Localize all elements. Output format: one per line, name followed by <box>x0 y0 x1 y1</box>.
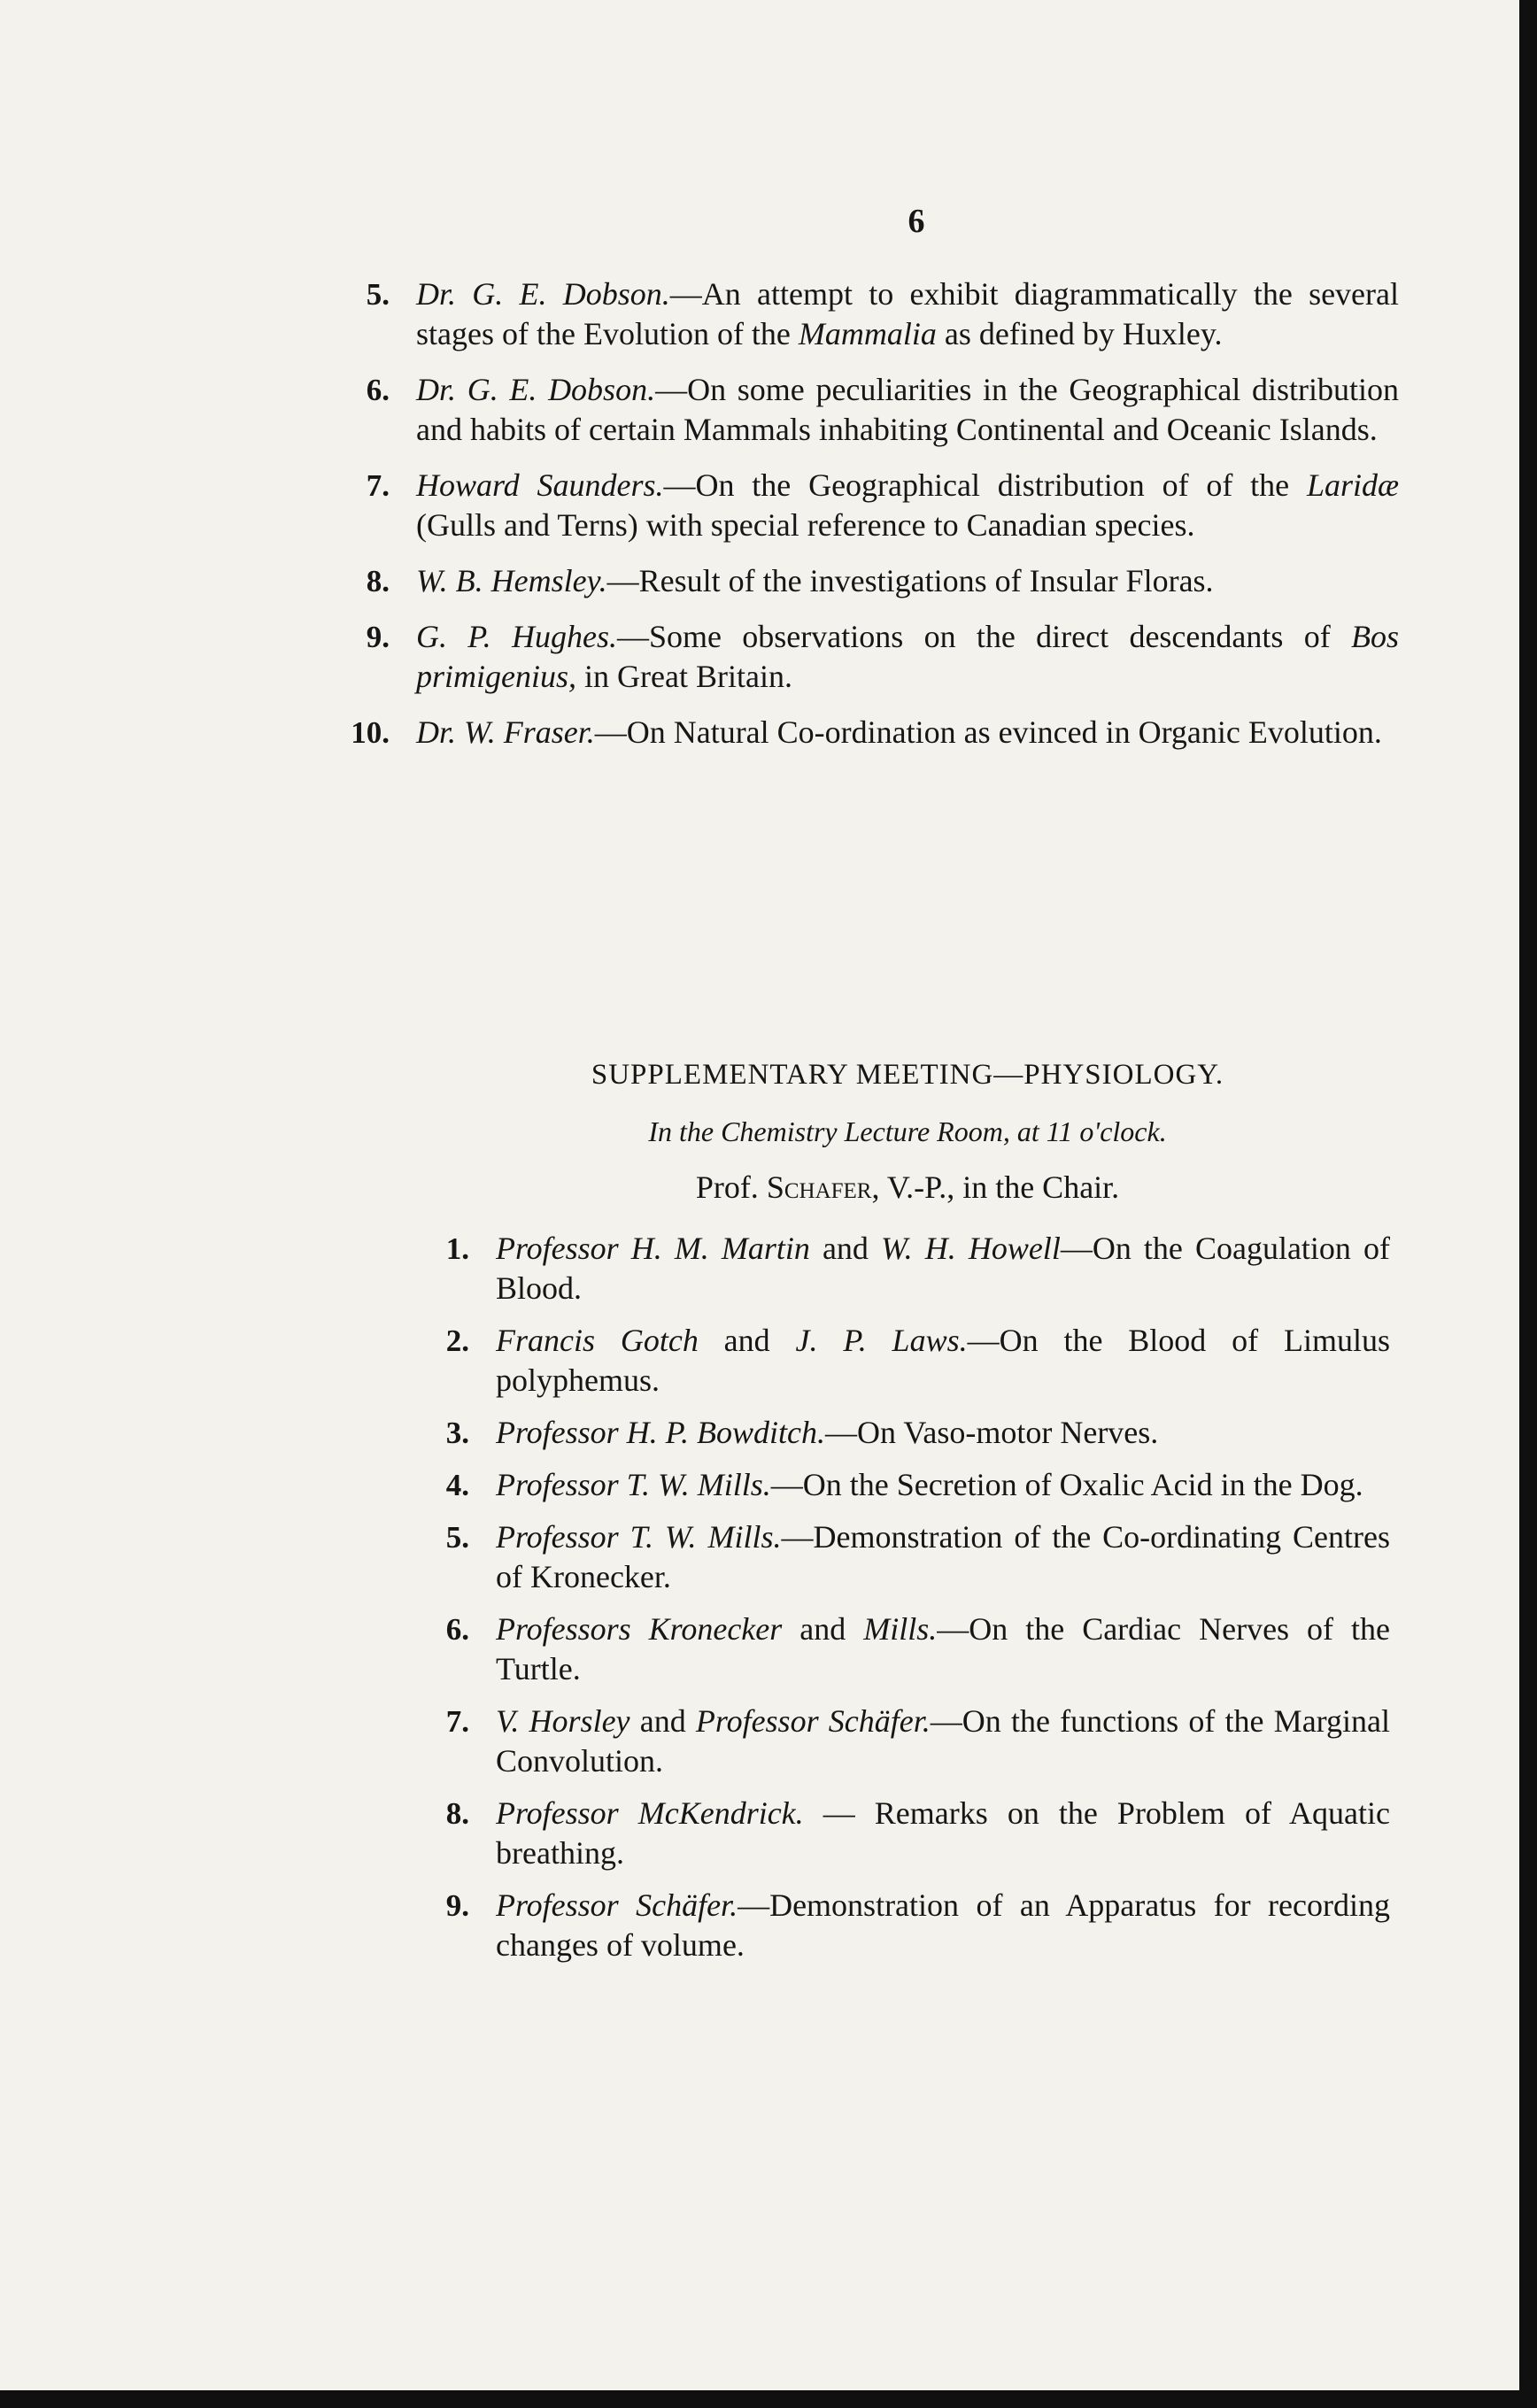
item-number: 7. <box>445 1704 469 1739</box>
list-item <box>445 1702 1390 1781</box>
list-item <box>445 1229 1390 1308</box>
list-item <box>445 1609 1390 1689</box>
item-author: Professor H. M. Martin <box>496 1231 810 1266</box>
list-item <box>445 1321 1390 1401</box>
item-conjunction: and <box>782 1611 864 1647</box>
item-author: V. Horsley <box>496 1703 630 1739</box>
item-author: Professors Kronecker <box>496 1611 783 1647</box>
list-item <box>445 1886 1390 1965</box>
item-number: 6. <box>445 1612 469 1647</box>
item-title-italic: Bos primigenius, <box>416 619 1399 694</box>
item-number: 3. <box>445 1416 469 1450</box>
item-author: W. B. Hemsley. <box>416 563 607 598</box>
list-item <box>366 561 1399 601</box>
item-title: —On the Blood of Limulus polyphemus. <box>496 1323 1390 1398</box>
list-item <box>366 274 1400 354</box>
section-location: In the Chemistry Lecture Room, at 11 o'clock. <box>648 1115 1167 1147</box>
list-item <box>351 713 1399 752</box>
item-coauthor: Professor Schäfer. <box>695 1703 931 1739</box>
item-title: —On some peculiarities in the Geographical distribution and habits of certain Mammals inhabiting Continental and Oceanic Islands. <box>416 372 1399 447</box>
item-title-end: in Great Britain. <box>576 659 792 694</box>
program-list-main <box>351 274 1400 768</box>
item-title-end: as defined by Huxley. <box>936 316 1223 351</box>
item-number: 9. <box>445 1888 469 1923</box>
item-title: —On Natural Co-ordination as evinced in Organic Evolution. <box>594 714 1382 750</box>
item-number: 5. <box>445 1520 469 1555</box>
item-title: —Demonstration of an Apparatus for recording changes of volume. <box>496 1887 1390 1963</box>
item-title: —On the Secretion of Oxalic Acid in the Dog. <box>770 1467 1363 1502</box>
item-conjunction: and <box>698 1323 796 1358</box>
list-item <box>366 617 1399 697</box>
item-number: 6. <box>366 373 390 407</box>
item-title-italic: Mammalia <box>798 316 937 351</box>
list-item <box>445 1517 1391 1597</box>
item-author: Professor T. W. Mills. <box>496 1467 771 1502</box>
item-author: Howard Saunders. <box>416 467 664 503</box>
item-coauthor: J. P. Laws. <box>795 1323 968 1358</box>
list-item <box>366 466 1399 545</box>
item-number: 2. <box>445 1324 469 1358</box>
item-author: Professor Schäfer. <box>496 1887 738 1923</box>
list-item <box>445 1413 1390 1453</box>
item-number: 10. <box>351 715 390 750</box>
item-title: —On the Cardiac Nerves of the Turtle. <box>496 1611 1390 1686</box>
page-number: 6 <box>908 203 925 240</box>
item-title: — Remarks on the Problem of Aquatic breathing. <box>496 1795 1390 1871</box>
item-author: Dr. W. Fraser. <box>416 714 595 750</box>
item-author: Dr. G. E. Dobson. <box>416 276 670 312</box>
item-author: Dr. G. E. Dobson. <box>416 372 656 407</box>
item-title: —An attempt to exhibit diagrammatically the several stages of the Evolution of the <box>416 276 1400 351</box>
item-title: —On the Coagulation of Blood. <box>496 1231 1390 1306</box>
item-title-italic: Laridæ <box>1306 467 1399 503</box>
program-list-physiology <box>445 1229 1391 1978</box>
item-number: 5. <box>366 277 390 312</box>
item-author: Francis Gotch <box>496 1323 699 1358</box>
item-title: —On the Geographical distribution of of the <box>663 467 1307 503</box>
section-chair <box>390 1169 1425 1206</box>
chair-suffix: , V.-P., in the Chair. <box>871 1169 1120 1205</box>
item-title: —Demonstration of the Co-ordinating Centres of Kronecker. <box>496 1519 1391 1594</box>
item-conjunction: and <box>629 1703 696 1739</box>
item-title: —Result of the investigations of Insular Floras. <box>606 563 1214 598</box>
list-item <box>366 370 1399 450</box>
item-number: 4. <box>445 1468 469 1502</box>
item-title: —Some observations on the direct descendants of <box>616 619 1351 654</box>
item-number: 1. <box>445 1231 469 1266</box>
item-number: 8. <box>366 564 390 598</box>
item-conjunction: and <box>809 1231 881 1266</box>
scan-border-bottom <box>0 2390 1537 2408</box>
item-author: Professor McKendrick. <box>496 1795 804 1831</box>
section-heading: SUPPLEMENTARY MEETING—PHYSIOLOGY. <box>591 1059 1224 1091</box>
item-coauthor: W. H. Howell <box>881 1231 1061 1266</box>
list-item <box>445 1794 1390 1873</box>
item-author: G. P. Hughes. <box>416 619 617 654</box>
scan-border-right <box>1519 0 1537 2408</box>
item-number: 7. <box>366 468 390 503</box>
list-item <box>445 1465 1390 1505</box>
item-author: Professor H. P. Bowditch. <box>496 1415 826 1450</box>
item-title: —On Vaso-motor Nerves. <box>825 1415 1159 1450</box>
chair-prefix: Prof. <box>695 1169 767 1205</box>
item-title: —On the functions of the Marginal Convolution. <box>496 1703 1390 1779</box>
item-title-end: (Gulls and Terns) with special reference to Canadian species. <box>416 507 1195 543</box>
item-number: 8. <box>445 1796 469 1831</box>
item-author: Professor T. W. Mills. <box>496 1519 782 1555</box>
chair-name: Schafer <box>766 1169 872 1205</box>
item-number: 9. <box>366 620 390 654</box>
item-coauthor: Mills. <box>863 1611 938 1647</box>
